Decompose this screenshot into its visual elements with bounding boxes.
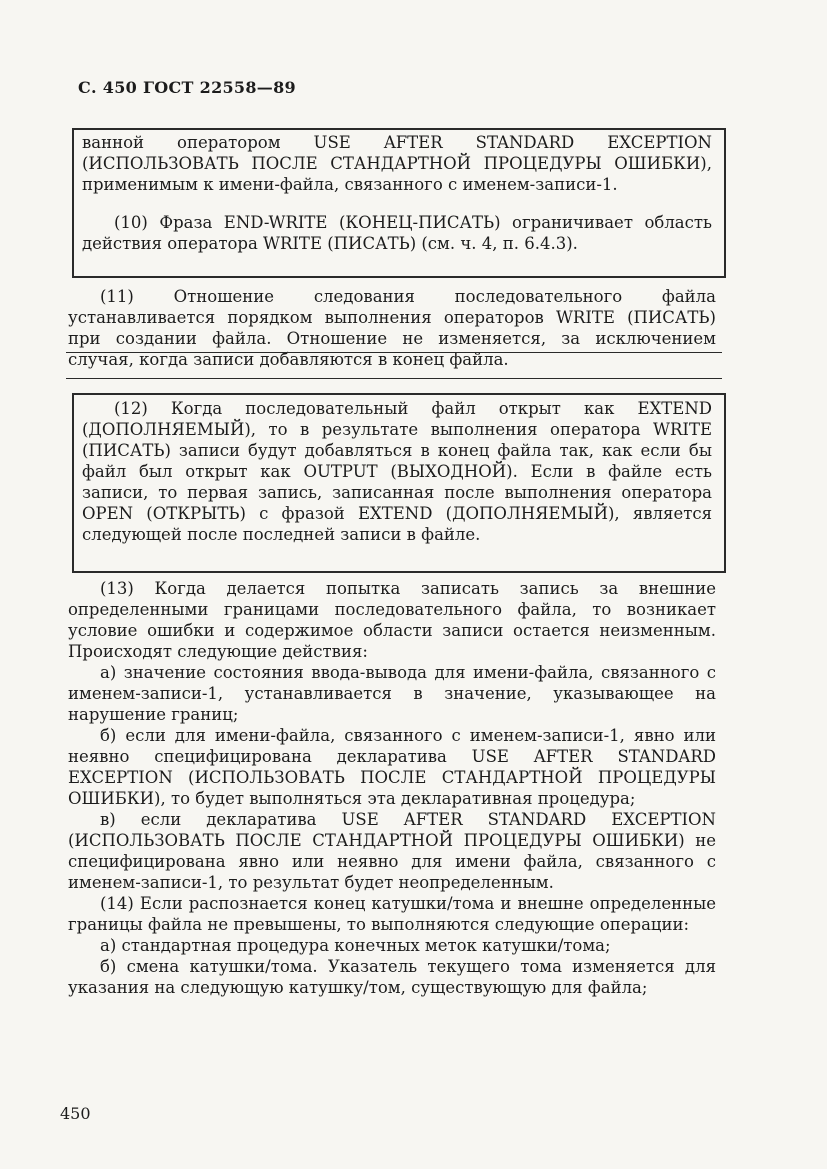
page-number: 450	[60, 1104, 91, 1123]
paragraph-13-item-c: в) если декларатива USE AFTER STANDARD EXCEPTION (ИСПОЛЬЗОВАТЬ ПОСЛЕ СТАНДАРТНОЙ ПРОЦЕДУРЫ ОШИБКИ) не специфицирована явно или неявно для имени файла, связанного с именем-записи-1, то результат будет неопределенным.	[68, 810, 716, 892]
revision-rule-bottom	[66, 378, 722, 379]
paragraph-14-item-b: б) смена катушки/тома. Указатель текущего тома изменяется для указания на следующую катушку/том, существующую для файла;	[68, 957, 716, 997]
revision-rule-top	[66, 352, 722, 353]
paragraph-13-item-b: б) если для имени-файла, связанного с именем-записи-1, явно или неявно специфицирована декларатива USE AFTER STANDARD EXCEPTION (ИСПОЛЬЗОВАТЬ ПОСЛЕ СТАНДАРТНОЙ ПРОЦЕДУРЫ ОШИБКИ), то будет выполняться эта декларативная процедура;	[68, 726, 716, 808]
paragraph-13: (13) Когда делается попытка записать запись за внешние определенными границами последовательного файла, то возникает условие ошибки и содержимое области записи остается неизменным. Происходят следующие действия:	[68, 579, 716, 661]
paragraph-11: (11) Отношение следования последовательного файла устанавливается порядком выполнения операторов WRITE (ПИСАТЬ) при создании файла. Отношение не изменяется, за исключением случая, когда записи добавляются в конец файла.	[68, 287, 716, 369]
paragraph-13-item-a: а) значение состояния ввода-вывода для имени-файла, связанного с именем-записи-1, устанавливается в значение, указывающее на нарушение границ;	[68, 663, 716, 724]
paragraph-14: (14) Если распознается конец катушки/тома и внешне определенные границы файла не превышены, то выполняются следующие операции:	[68, 894, 716, 934]
paragraph-10: (10) Фраза END-WRITE (КОНЕЦ-ПИСАТЬ) ограничивает область действия оператора WRITE (ПИСАТЬ) (см. ч. 4, п. 6.4.3).	[82, 213, 712, 253]
box1-paragraph-continuation: ванной оператором USE AFTER STANDARD EXCEPTION (ИСПОЛЬЗОВАТЬ ПОСЛЕ СТАНДАРТНОЙ ПРОЦЕДУРЫ ОШИБКИ), применимым к имени-файла, связанного с именем-записи-1.	[82, 133, 712, 194]
paragraph-14-item-a: а) стандартная процедура конечных меток катушки/тома;	[100, 936, 611, 955]
section-13-14	[68, 578, 716, 998]
paragraph-12: (12) Когда последовательный файл открыт как EXTEND (ДОПОЛНЯЕМЫЙ), то в результате выполнения оператора WRITE (ПИСАТЬ) записи будут добавляться в конец файла так, как если бы файл был открыт как OUTPUT (ВЫХОДНОЙ). Если в файле есть записи, то первая запись, записанная после выполнения оператора OPEN (ОТКРЫТЬ) с фразой EXTEND (ДОПОЛНЯЕМЫЙ), является следующей после последней записи в файле.	[82, 399, 712, 544]
page-header: С. 450 ГОСТ 22558—89	[78, 78, 296, 97]
